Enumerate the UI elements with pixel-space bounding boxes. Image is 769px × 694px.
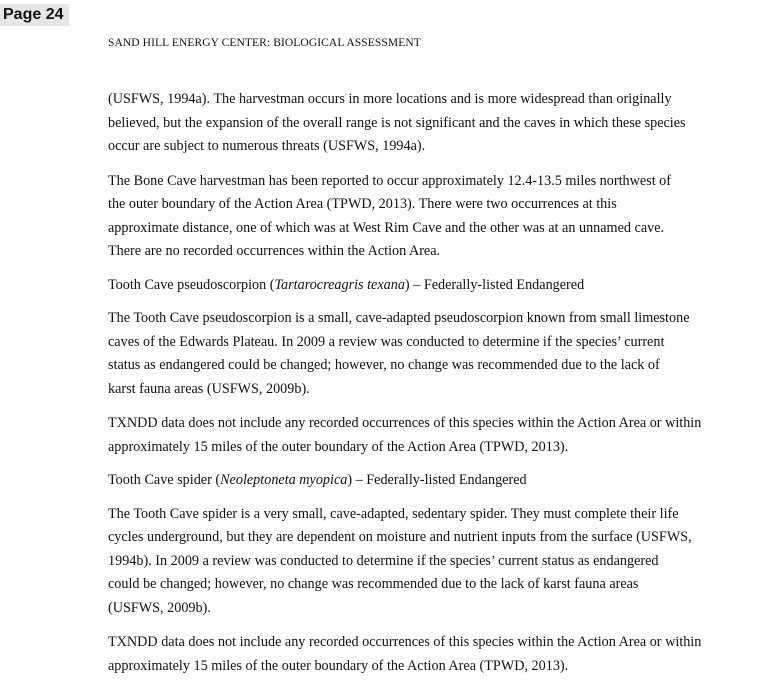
heading-suffix: ) – Federally-listed Endangered	[404, 276, 585, 293]
text-line: approximately 15 miles of the outer boundary of the Action Area (TPWD, 2013).	[108, 657, 569, 674]
document-body	[108, 88, 753, 678]
heading-prefix: Tooth Cave pseudoscorpion (	[108, 276, 275, 293]
text-line: the outer boundary of the Action Area (TPWD, 2013). There were two occurrences at this	[108, 196, 617, 212]
text-line: The Tooth Cave pseudoscorpion is a small, cave-adapted pseudoscorpion known from small limestone	[108, 310, 690, 326]
heading-suffix: ) – Federally-listed Endangered	[347, 472, 527, 488]
text-line: approximate distance, one of which was at West Rim Cave and the other was at an unnamed cave.	[108, 219, 665, 236]
paragraph-pseudoscorpion-txndd	[108, 412, 753, 459]
text-line: There are no recorded occurrences within the Action Area.	[108, 243, 441, 259]
species-name: Tartarocreagris texana	[274, 276, 405, 293]
text-line: could be changed; however, no change was recommended due to the lack of karst fauna areas	[108, 576, 639, 592]
text-line: The Bone Cave harvestman has been reported to occur approximately 12.4-13.5 miles northwest of	[108, 172, 671, 189]
text-line: cycles underground, but they are dependent on moisture and nutrient inputs from the surface (USFWS,	[108, 529, 692, 545]
text-line: approximately 15 miles of the outer boundary of the Action Area (TPWD, 2013).	[108, 438, 569, 455]
text-line: karst fauna areas (USFWS, 2009b).	[108, 380, 310, 397]
heading-line	[108, 274, 753, 298]
paragraph-spider-txndd	[108, 631, 753, 678]
paragraph-harvestman-range	[108, 88, 753, 159]
paragraph-spider-description	[108, 503, 753, 621]
heading-prefix: Tooth Cave spider (	[108, 472, 221, 488]
text-line: 1994b). In 2009 a review was conducted to determine if the species’ current status as endangered	[108, 552, 659, 569]
page-number-label: Page 24	[0, 4, 69, 26]
text-line: (USFWS, 1994a). The harvestman occurs in more locations and is more widespread than originally	[108, 91, 672, 107]
species-name: Neoleptoneta myopica	[220, 472, 348, 488]
text-line: TXNDD data does not include any recorded occurrences of this species within the Action Area or within	[108, 634, 702, 650]
heading-line	[108, 469, 753, 493]
text-line: occur are subject to numerous threats (USFWS, 1994a).	[108, 138, 426, 154]
paragraph-pseudoscorpion-description	[108, 307, 753, 401]
text-line: believed, but the expansion of the overall range is not significant and the caves in which these species	[108, 114, 686, 131]
text-line: caves of the Edwards Plateau. In 2009 a review was conducted to determine if the species’ current	[108, 333, 665, 350]
text-line: (USFWS, 2009b).	[108, 599, 211, 616]
running-header: SAND HILL ENERGY CENTER: BIOLOGICAL ASSESSMENT	[108, 37, 421, 49]
text-line: status as endangered could be changed; however, no change was recommended due to the lack of	[108, 357, 660, 373]
heading-tooth-cave-spider	[108, 469, 753, 493]
heading-tooth-cave-pseudoscorpion	[108, 274, 753, 298]
text-line: The Tooth Cave spider is a very small, cave-adapted, sedentary spider. They must complete their life	[108, 505, 679, 522]
text-line: TXNDD data does not include any recorded occurrences of this species within the Action Area or within	[108, 415, 702, 431]
paragraph-bone-cave-harvestman	[108, 170, 753, 264]
